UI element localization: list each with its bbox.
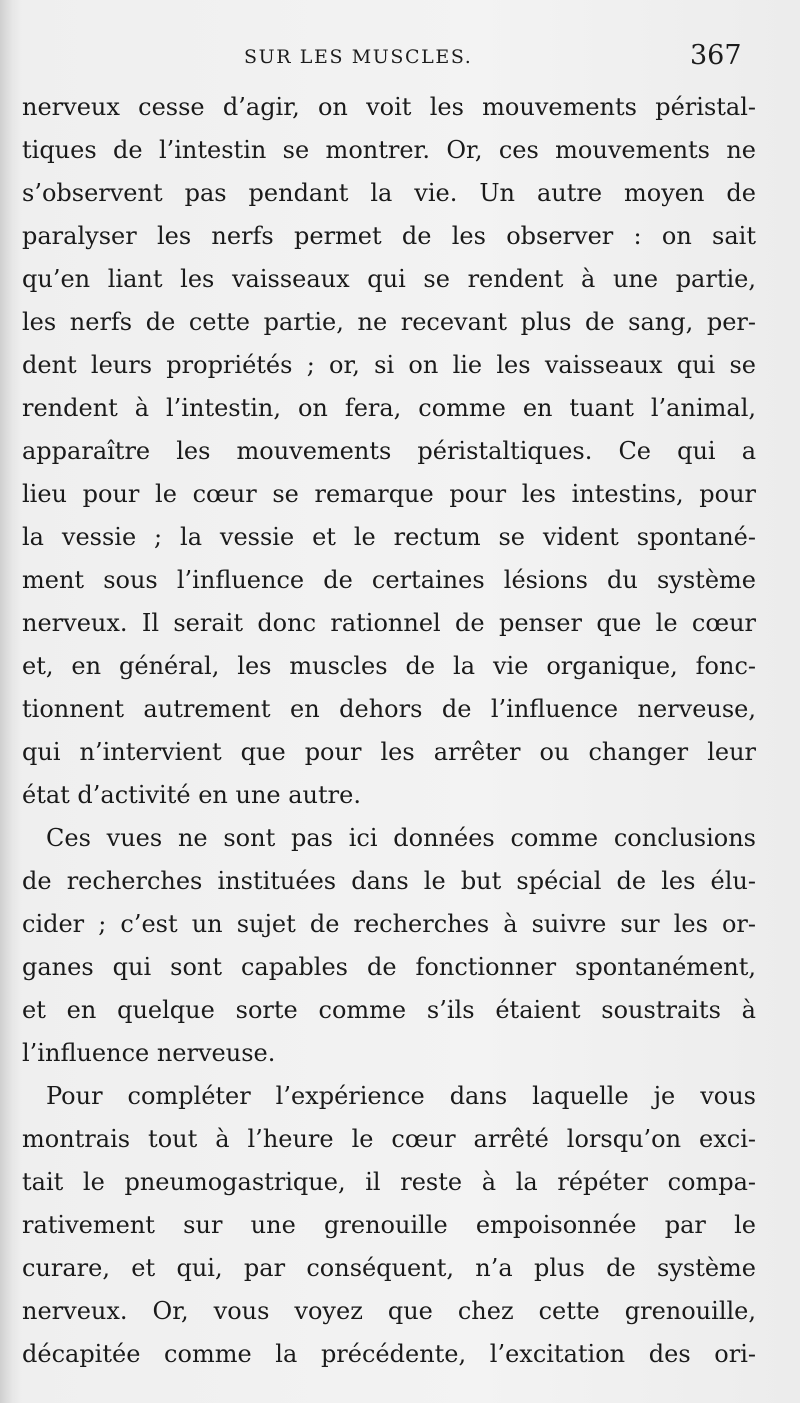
text-line: tait le pneumogastrique, il reste à la répéter compa-	[22, 1168, 756, 1196]
text-line: nerveux. Il serait donc rationnel de penser que le cœur	[22, 609, 756, 637]
text-line: Pour compléter l’expérience dans laquelle je vous	[46, 1082, 756, 1110]
text-line: apparaître les mouvements péristaltiques. Ce qui a	[22, 437, 756, 465]
text-line: les nerfs de cette partie, ne recevant plus de sang, per-	[22, 308, 756, 336]
running-head	[0, 40, 800, 84]
text-line: montrais tout à l’heure le cœur arrêté lorsqu’on exci-	[22, 1125, 756, 1153]
text-line: paralyser les nerfs permet de les observer : on sait	[22, 222, 756, 250]
text-line: rativement sur une grenouille empoisonnée par le	[22, 1211, 756, 1239]
text-line: Ces vues ne sont pas ici données comme conclusions	[46, 824, 756, 852]
text-line: curare, et qui, par conséquent, n’a plus de système	[22, 1254, 756, 1282]
text-line: qu’en liant les vaisseaux qui se rendent à une partie,	[22, 265, 756, 293]
text-line: ganes qui sont capables de fonctionner spontanément,	[22, 953, 756, 981]
page-gutter-shadow	[0, 0, 12, 1403]
text-line: nerveux cesse d’agir, on voit les mouvements péristal-	[22, 93, 756, 121]
text-line: ment sous l’influence de certaines lésions du système	[22, 566, 756, 594]
paragraph-3	[22, 1075, 756, 1376]
running-title: SUR LES MUSCLES.	[244, 46, 473, 68]
text-line: la vessie ; la vessie et le rectum se vident spontané-	[22, 523, 756, 551]
text-line: rendent à l’intestin, on fera, comme en tuant l’animal,	[22, 394, 756, 422]
text-line: tionnent autrement en dehors de l’influence nerveuse,	[22, 695, 756, 723]
text-line: état d’activité en une autre.	[22, 781, 361, 809]
text-line: qui n’intervient que pour les arrêter ou changer leur	[22, 738, 756, 766]
text-line: l’influence nerveuse.	[22, 1039, 276, 1067]
text-line: dent leurs propriétés ; or, si on lie les vaisseaux qui se	[22, 351, 756, 379]
body-text	[22, 86, 756, 1376]
text-line: lieu pour le cœur se remarque pour les intestins, pour	[22, 480, 756, 508]
text-line: et, en général, les muscles de la vie organique, fonc-	[22, 652, 756, 680]
paragraph-1	[22, 86, 756, 817]
text-line: cider ; c’est un sujet de recherches à suivre sur les or-	[22, 910, 756, 938]
text-line: nerveux. Or, vous voyez que chez cette grenouille,	[22, 1297, 756, 1325]
text-line: tiques de l’intestin se montrer. Or, ces mouvements ne	[22, 136, 756, 164]
text-line: décapitée comme la précédente, l’excitation des ori-	[22, 1340, 756, 1368]
text-line: de recherches instituées dans le but spécial de les élu-	[22, 867, 756, 895]
page-number: 367	[690, 40, 742, 71]
text-line: et en quelque sorte comme s’ils étaient soustraits à	[22, 996, 756, 1024]
text-line: s’observent pas pendant la vie. Un autre moyen de	[22, 179, 756, 207]
paragraph-2	[22, 817, 756, 1075]
